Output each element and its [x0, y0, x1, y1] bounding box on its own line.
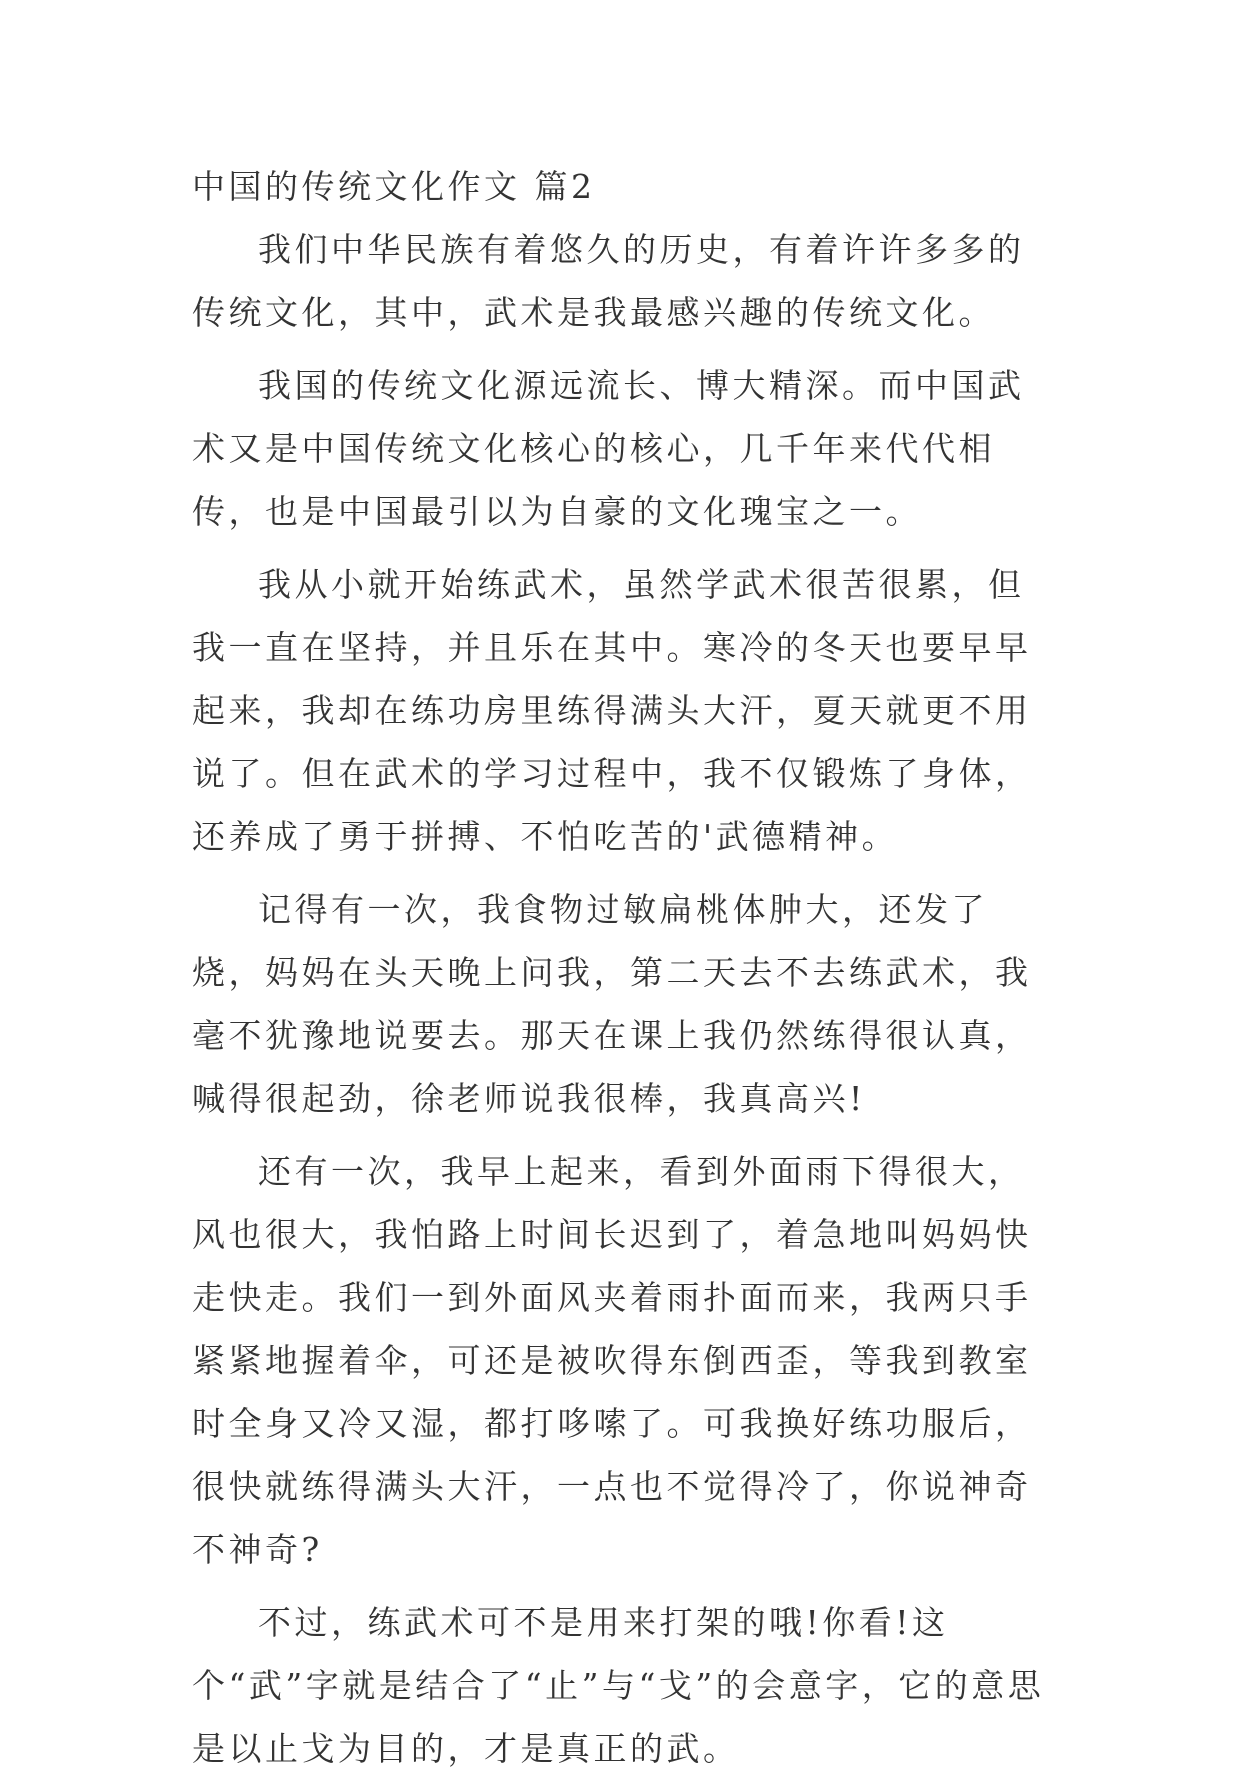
paragraph-2: 我国的传统文化源远流长、博大精深。而中国武术又是中国传统文化核心的核心，几千年来代代相传，也是中国最引以为自豪的文化瑰宝之一。 — [192, 366, 1025, 531]
paragraph-4: 记得有一次，我食物过敏扁桃体肿大，还发了烧，妈妈在头天晚上问我，第二天去不去练武术，我毫不犹豫地说要去。那天在课上我仍然练得很认真，喊得很起劲，徐老师说我很棒，我真高兴! — [192, 890, 1032, 1118]
paragraph-5: 还有一次，我早上起来，看到外面雨下得很大，风也很大，我怕路上时间长迟到了，着急地叫妈妈快走快走。我们一到外面风夹着雨扑面而来，我两只手紧紧地握着伞，可还是被吹得东倒西歪，等我到教室时全身又冷又湿，都打哆嗦了。可我换好练功服后，很快就练得满头大汗，一点也不觉得冷了，你说神奇不神奇? — [192, 1152, 1032, 1569]
paragraph-6: 不过，练武术可不是用来打架的哦!你看!这个“武”字就是结合了“止”与“戈”的会意字，它的意思是以止戈为目的，才是真正的武。 — [192, 1603, 1045, 1768]
document-body — [192, 160, 1052, 1790]
paragraph-3: 我从小就开始练武术，虽然学武术很苦很累，但我一直在坚持，并且乐在其中。寒冷的冬天也要早早起来，我却在练功房里练得满头大汗，夏天就更不用说了。但在武术的学习过程中，我不仅锻炼了身体，还养成了勇于拼搏、不怕吃苦的'武德精神。 — [192, 565, 1032, 856]
document-title: 中国的传统文化作文 篇2 — [192, 167, 596, 206]
paragraph-1: 我们中华民族有着悠久的历史，有着许许多多的传统文化，其中，武术是我最感兴趣的传统文化。 — [192, 230, 1025, 332]
